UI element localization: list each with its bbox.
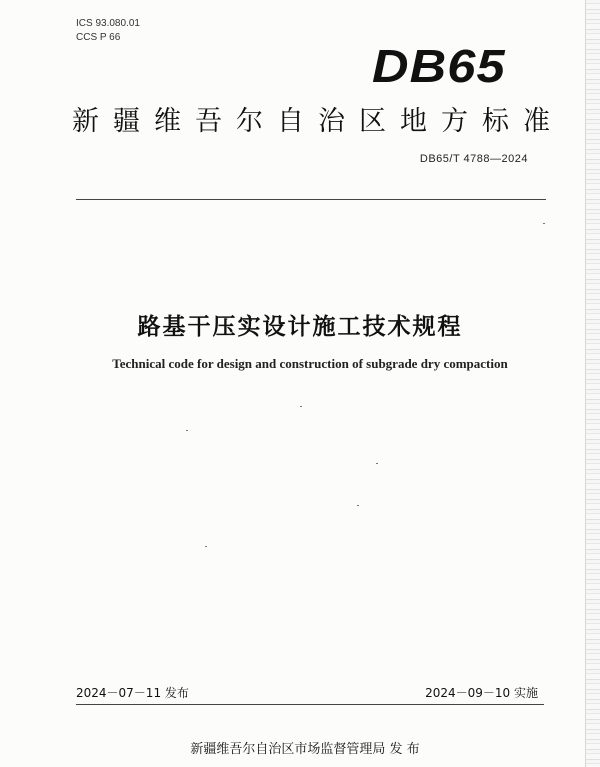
standard-type-heading: 新疆维吾尔自治区地方标准: [72, 106, 564, 137]
implementation-date: 2024－09－10 实施: [425, 686, 538, 700]
scan-speck: [186, 430, 188, 431]
top-divider: [76, 199, 546, 200]
db65-logo: DB65: [372, 40, 506, 92]
scan-speck: [300, 406, 302, 407]
document-title-chinese: 路基干压实设计施工技术规程: [137, 314, 463, 340]
ics-code: ICS 93.080.01: [76, 18, 140, 29]
publisher: 新疆维吾尔自治区市场监督管理局 发 布: [190, 742, 420, 757]
issue-date: 2024－07－11 发布: [76, 686, 189, 700]
scan-edge-artifact: [586, 0, 600, 767]
scan-speck: [376, 463, 378, 464]
scan-speck: [543, 223, 545, 224]
standard-number: DB65/T 4788—2024: [419, 153, 528, 165]
scan-speck: [357, 505, 359, 506]
classification-codes: [76, 17, 140, 45]
scan-speck: [205, 546, 207, 547]
scan-edge-line: [585, 0, 586, 767]
ccs-code: CCS P 66: [76, 32, 121, 43]
bottom-divider: [76, 704, 544, 705]
document-title-english: Technical code for design and construction of subgrade dry compaction: [112, 356, 508, 371]
